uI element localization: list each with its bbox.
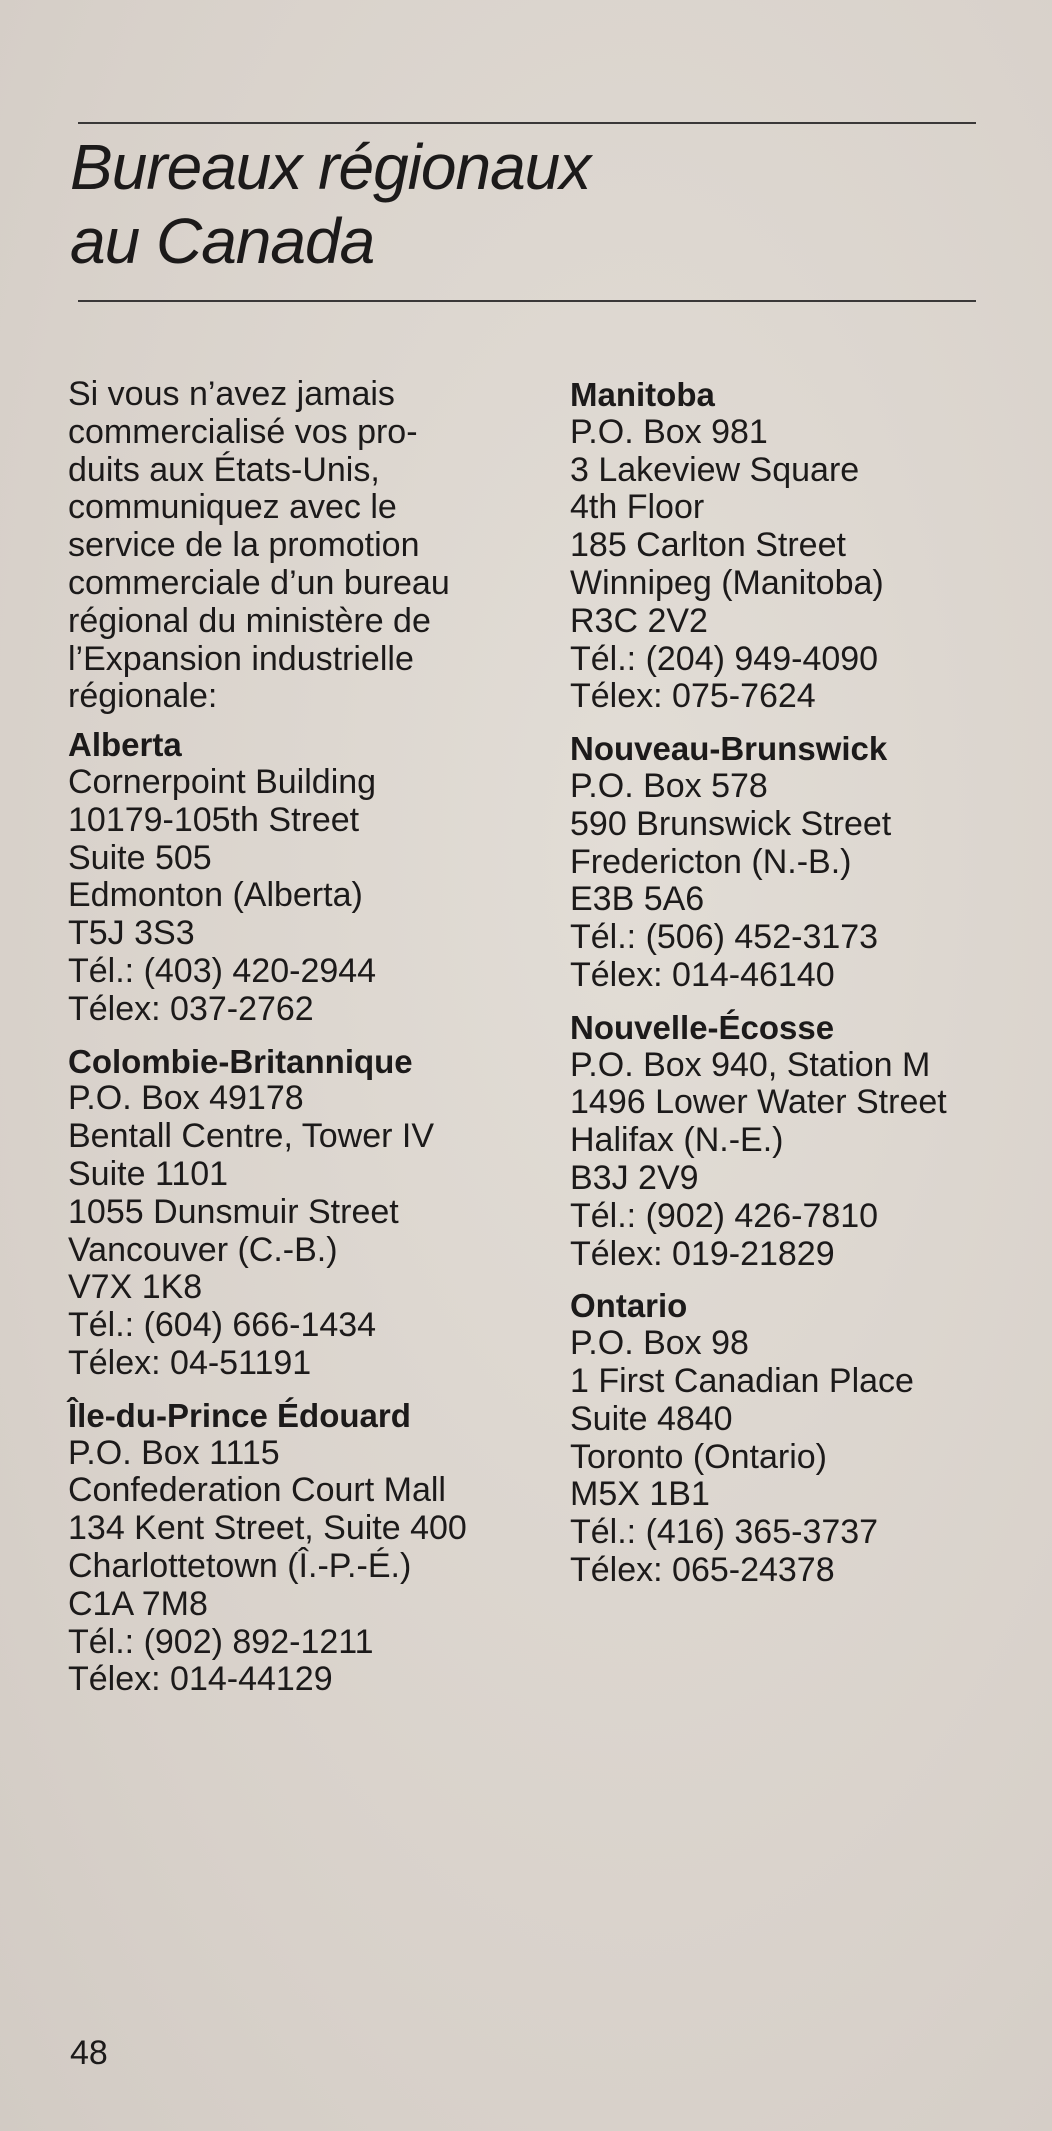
office-address-line: T5J 3S3: [68, 914, 195, 953]
office-address-line: B3J 2V9: [570, 1158, 699, 1197]
office-address-line: 3 Lakeview Square: [570, 450, 860, 489]
left-column: [68, 376, 508, 1713]
office-address-line: Charlottetown (Î.-P.-É.): [68, 1546, 412, 1585]
office-address-line: 1496 Lower Water Street: [570, 1083, 947, 1122]
offices-left-list: [68, 726, 508, 1699]
office-name: Île-du-Prince Édouard: [68, 1396, 411, 1434]
office-name: Colombie-Britannique: [68, 1042, 413, 1080]
office-name: Ontario: [570, 1287, 688, 1325]
office-address-line: Bentall Centre, Tower IV: [68, 1117, 434, 1156]
office-address-line: Tél.: (204) 949-4090: [570, 639, 879, 678]
title-bottom-rule: [78, 300, 976, 302]
office-address-line: Suite 1101: [68, 1154, 229, 1193]
office-block: [68, 1397, 508, 1699]
office-address-line: 1 First Canadian Place: [570, 1361, 914, 1400]
office-address-line: Télex: 04-51191: [68, 1343, 312, 1382]
office-address-line: 1055 Dunsmuir Street: [68, 1192, 399, 1231]
office-address-line: Suite 4840: [570, 1399, 733, 1438]
office-address-line: R3C 2V2: [570, 601, 708, 640]
office-address-line: Tél.: (403) 420-2944: [68, 951, 377, 990]
office-address-line: Tél.: (604) 666-1434: [68, 1306, 377, 1345]
title-top-rule: [78, 122, 976, 124]
office-block: [68, 726, 508, 1028]
office-address-line: Tél.: (416) 365-3737: [570, 1513, 879, 1552]
office-address-line: 185 Carlton Street: [570, 526, 846, 565]
office-address-line: M5X 1B1: [570, 1475, 710, 1514]
office-name: Manitoba: [570, 376, 715, 413]
office-address-line: P.O. Box 98: [570, 1324, 749, 1363]
office-address-line: Télex: 037-2762: [68, 989, 314, 1028]
intro-line: commercialisé vos pro-: [68, 412, 418, 451]
intro-paragraph: [68, 376, 508, 716]
office-address-line: Tél.: (902) 426-7810: [570, 1196, 879, 1235]
office-address-line: E3B 5A6: [570, 880, 705, 919]
office-name: Nouvelle-Écosse: [570, 1008, 835, 1046]
right-column: [570, 376, 1010, 1604]
page-title-line: au Canada: [70, 205, 375, 277]
office-address-line: Vancouver (C.-B.): [68, 1230, 338, 1269]
office-block: [570, 1009, 1010, 1274]
office-address-line: Halifax (N.-E.): [570, 1121, 784, 1160]
office-address-line: Fredericton (N.-B.): [570, 842, 852, 881]
office-block: [570, 1287, 1010, 1589]
office-address-line: Télex: 019-21829: [570, 1234, 835, 1273]
office-address-line: C1A 7M8: [68, 1584, 208, 1623]
office-address-line: 590 Brunswick Street: [570, 804, 892, 843]
office-address-line: Winnipeg (Manitoba): [570, 563, 884, 602]
office-address-line: Télex: 075-7624: [570, 677, 816, 716]
page-title-line: Bureaux régionaux: [70, 131, 591, 203]
office-address-line: Télex: 014-46140: [570, 955, 835, 994]
office-address-line: Télex: 065-24378: [570, 1550, 835, 1589]
intro-line: régionale:: [68, 677, 218, 716]
office-address-line: P.O. Box 981: [570, 412, 768, 451]
intro-line: régional du ministère de: [68, 601, 431, 640]
office-address-line: Toronto (Ontario): [570, 1437, 827, 1476]
office-address-line: P.O. Box 940, Station M: [570, 1045, 931, 1084]
office-address-line: Télex: 014-44129: [68, 1660, 333, 1699]
office-address-line: Cornerpoint Building: [68, 762, 377, 801]
office-address-line: Edmonton (Alberta): [68, 876, 363, 915]
office-address-line: P.O. Box 1115: [68, 1433, 280, 1472]
office-name: Alberta: [68, 726, 182, 764]
intro-line: duits aux États-Unis,: [68, 450, 380, 489]
page-number: 48: [70, 2034, 108, 2072]
office-name: Nouveau-Brunswick: [570, 730, 888, 768]
office-address-line: V7X 1K8: [68, 1268, 203, 1307]
intro-line: communiquez avec le: [68, 488, 397, 527]
intro-line: commerciale d’un bureau: [68, 563, 450, 602]
office-address-line: Tél.: (902) 892-1211: [68, 1622, 374, 1661]
office-address-line: 134 Kent Street, Suite 400: [68, 1509, 467, 1548]
page-title: [70, 130, 590, 278]
office-address-line: P.O. Box 578: [570, 766, 768, 805]
office-address-line: 4th Floor: [570, 488, 705, 527]
intro-line: service de la promotion: [68, 526, 420, 565]
office-address-line: P.O. Box 49178: [68, 1079, 304, 1118]
office-block: [570, 730, 1010, 995]
intro-line: Si vous n’avez jamais: [68, 375, 395, 413]
office-address-line: Confederation Court Mall: [68, 1471, 446, 1510]
offices-right-list: [570, 376, 1010, 1590]
office-block: [570, 376, 1010, 716]
intro-line: l’Expansion industrielle: [68, 639, 414, 678]
office-address-line: Tél.: (506) 452-3173: [570, 918, 879, 957]
office-address-line: 10179-105th Street: [68, 800, 360, 839]
office-address-line: Suite 505: [68, 838, 212, 877]
office-block: [68, 1043, 508, 1383]
